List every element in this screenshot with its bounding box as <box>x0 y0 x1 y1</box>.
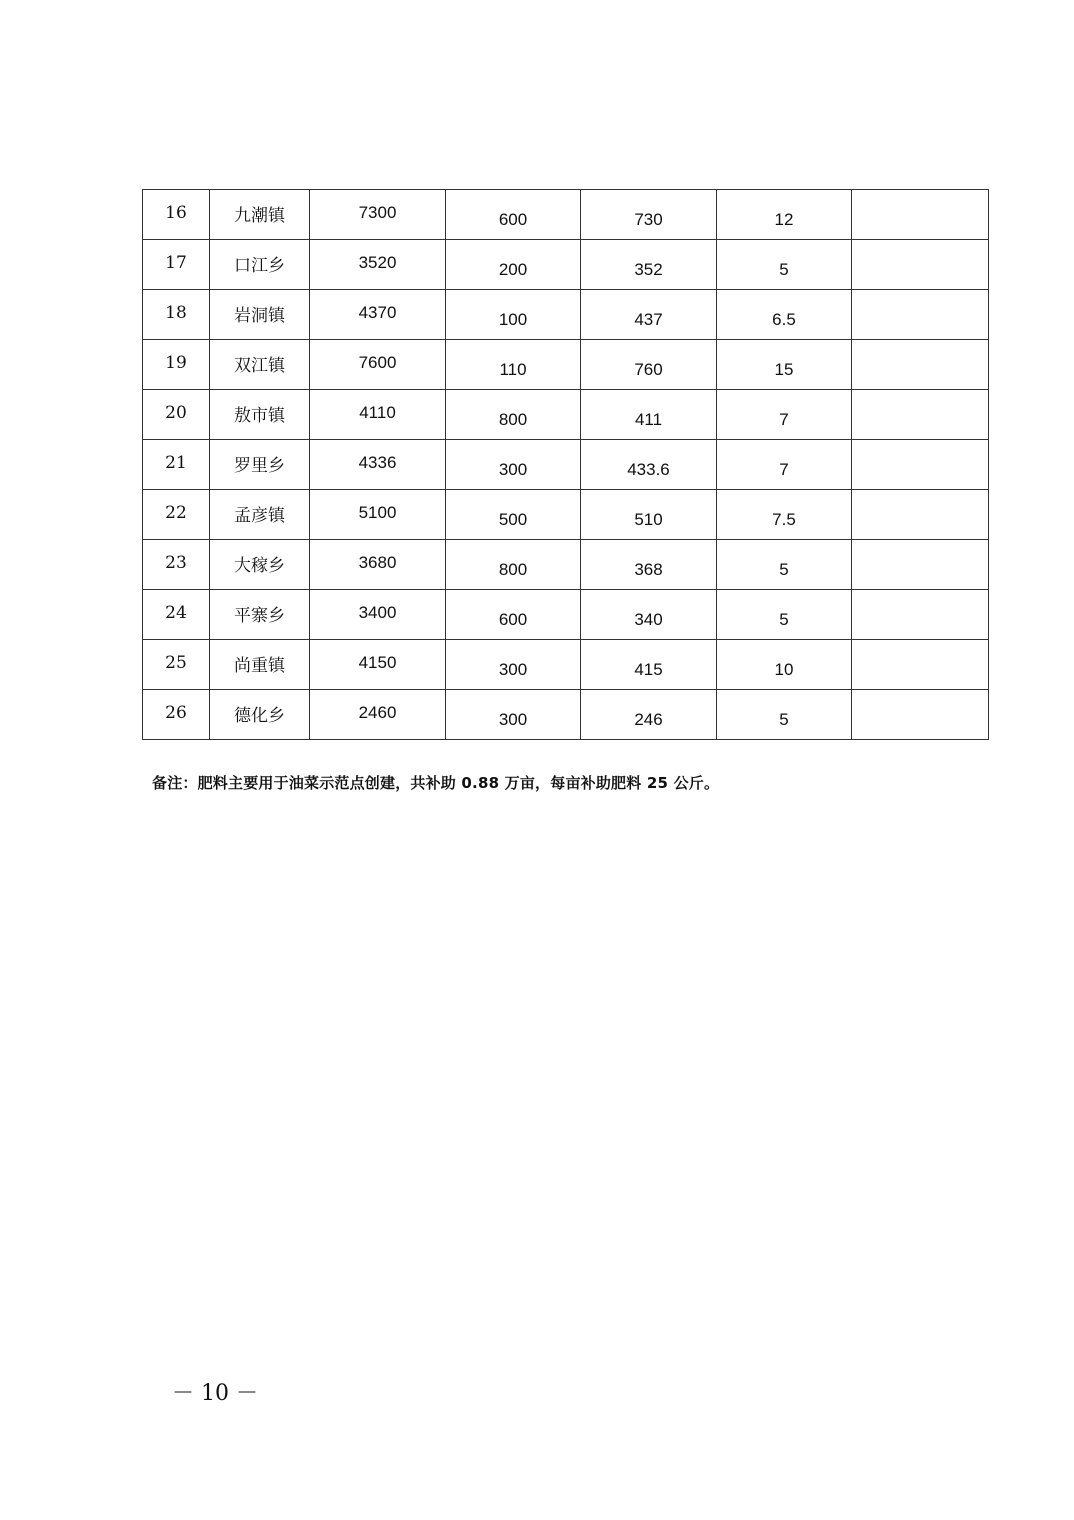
total-cell: 3520 <box>310 240 446 290</box>
index-cell: 21 <box>143 440 210 490</box>
total-cell: 3680 <box>310 540 446 590</box>
value-cell: 246 <box>581 690 717 740</box>
value-cell: 510 <box>581 490 717 540</box>
table-row <box>143 390 989 440</box>
table-row <box>143 640 989 690</box>
value-cell: 800 <box>446 540 581 590</box>
table-row <box>143 190 989 240</box>
township-cell: 孟彦镇 <box>210 490 310 540</box>
index-cell: 17 <box>143 240 210 290</box>
remark-cell <box>852 390 989 440</box>
index-cell: 19 <box>143 340 210 390</box>
value-cell: 110 <box>446 340 581 390</box>
value-cell: 15 <box>717 340 852 390</box>
total-cell: 2460 <box>310 690 446 740</box>
table-row <box>143 290 989 340</box>
township-cell: 德化乡 <box>210 690 310 740</box>
total-cell: 3400 <box>310 590 446 640</box>
total-cell: 5100 <box>310 490 446 540</box>
total-cell: 4336 <box>310 440 446 490</box>
value-cell: 352 <box>581 240 717 290</box>
value-cell: 7 <box>717 440 852 490</box>
remark-cell <box>852 290 989 340</box>
value-cell: 433.6 <box>581 440 717 490</box>
value-cell: 200 <box>446 240 581 290</box>
remark-cell <box>852 490 989 540</box>
remark-cell <box>852 640 989 690</box>
value-cell: 500 <box>446 490 581 540</box>
value-cell: 368 <box>581 540 717 590</box>
township-cell: 尚重镇 <box>210 640 310 690</box>
table-row <box>143 590 989 640</box>
remark-cell <box>852 240 989 290</box>
index-cell: 22 <box>143 490 210 540</box>
township-cell: 平寨乡 <box>210 590 310 640</box>
table-row <box>143 240 989 290</box>
value-cell: 300 <box>446 440 581 490</box>
index-cell: 16 <box>143 190 210 240</box>
remark-cell <box>852 190 989 240</box>
total-cell: 4110 <box>310 390 446 440</box>
value-cell: 5 <box>717 240 852 290</box>
remark-cell <box>852 440 989 490</box>
value-cell: 730 <box>581 190 717 240</box>
value-cell: 411 <box>581 390 717 440</box>
index-cell: 26 <box>143 690 210 740</box>
township-cell: 大稼乡 <box>210 540 310 590</box>
footnote: 备注：肥料主要用于油菜示范点创建，共补助 0.88 万亩，每亩补助肥料 25 公斤。 <box>152 774 720 792</box>
value-cell: 800 <box>446 390 581 440</box>
value-cell: 760 <box>581 340 717 390</box>
value-cell: 5 <box>717 540 852 590</box>
township-cell: 罗里乡 <box>210 440 310 490</box>
table-body <box>143 190 989 740</box>
value-cell: 12 <box>717 190 852 240</box>
value-cell: 300 <box>446 690 581 740</box>
value-cell: 600 <box>446 590 581 640</box>
township-cell: 口江乡 <box>210 240 310 290</box>
township-cell: 敖市镇 <box>210 390 310 440</box>
value-cell: 7 <box>717 390 852 440</box>
value-cell: 10 <box>717 640 852 690</box>
value-cell: 300 <box>446 640 581 690</box>
value-cell: 415 <box>581 640 717 690</box>
township-cell: 岩洞镇 <box>210 290 310 340</box>
page-number: － 10 － <box>172 1381 258 1406</box>
total-cell: 4370 <box>310 290 446 340</box>
value-cell: 437 <box>581 290 717 340</box>
township-cell: 九潮镇 <box>210 190 310 240</box>
table-row <box>143 490 989 540</box>
index-cell: 23 <box>143 540 210 590</box>
value-cell: 340 <box>581 590 717 640</box>
table-row <box>143 440 989 490</box>
remark-cell <box>852 590 989 640</box>
remark-cell <box>852 540 989 590</box>
total-cell: 7300 <box>310 190 446 240</box>
remark-cell <box>852 690 989 740</box>
table-row <box>143 540 989 590</box>
value-cell: 600 <box>446 190 581 240</box>
value-cell: 6.5 <box>717 290 852 340</box>
index-cell: 18 <box>143 290 210 340</box>
value-cell: 7.5 <box>717 490 852 540</box>
total-cell: 7600 <box>310 340 446 390</box>
value-cell: 5 <box>717 690 852 740</box>
value-cell: 5 <box>717 590 852 640</box>
index-cell: 24 <box>143 590 210 640</box>
data-table <box>142 189 989 740</box>
index-cell: 20 <box>143 390 210 440</box>
index-cell: 25 <box>143 640 210 690</box>
table-row <box>143 340 989 390</box>
township-cell: 双江镇 <box>210 340 310 390</box>
total-cell: 4150 <box>310 640 446 690</box>
value-cell: 100 <box>446 290 581 340</box>
table-row <box>143 690 989 740</box>
remark-cell <box>852 340 989 390</box>
